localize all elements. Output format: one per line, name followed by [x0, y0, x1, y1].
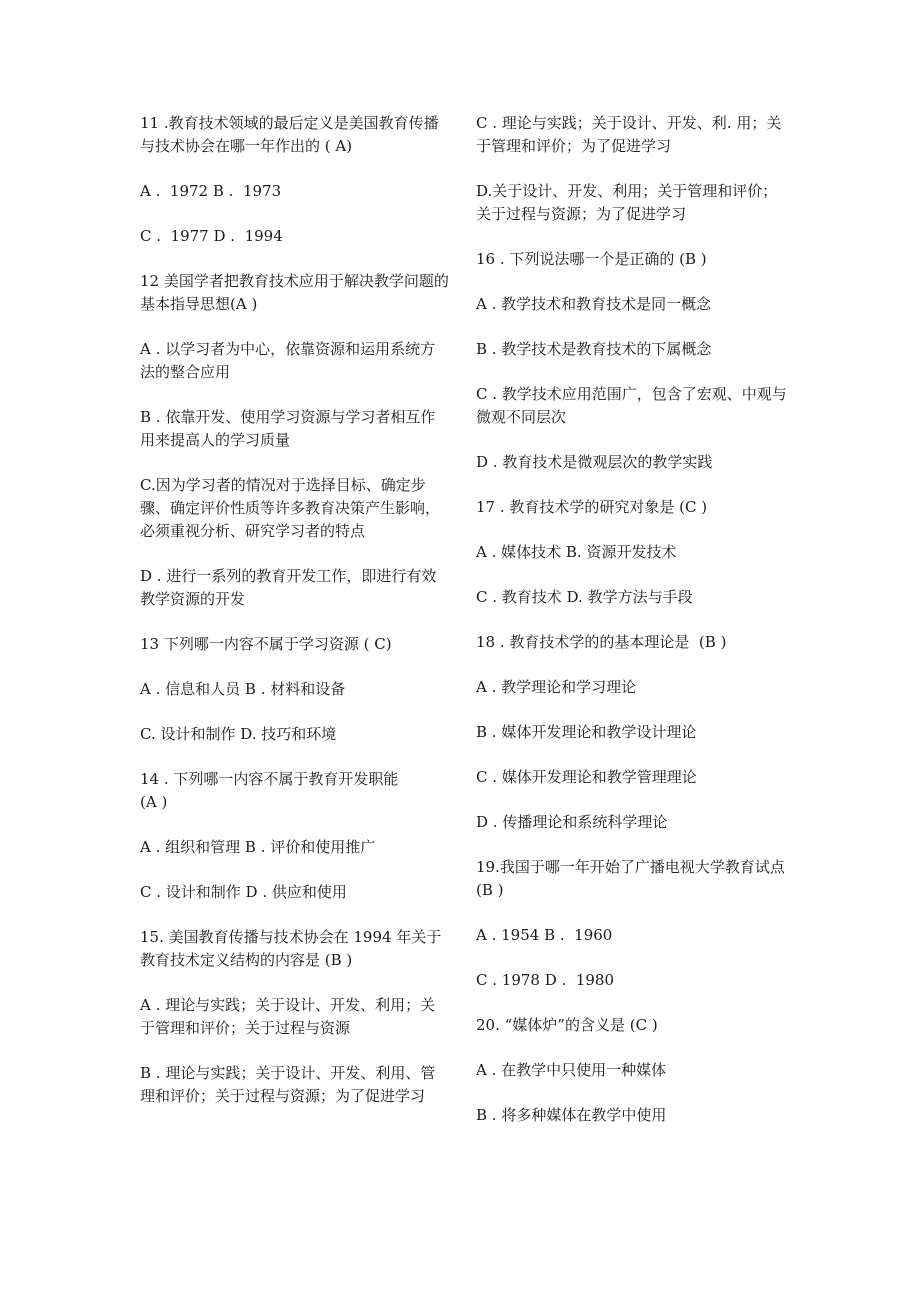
question-12-option-d: D . 进行一系列的教育开发工作，即进行有效教学资源的开发: [140, 567, 437, 608]
question-11: 11 .教育技术领域的最后定义是美国教育传播与技术协会在哪一年作出的 ( A): [140, 114, 439, 155]
question-19: 19.我国于哪一年开始了广播电视大学教育试点 (B ): [476, 858, 790, 899]
question-16-option-c: C . 教学技术应用范围广，包含了宏观、中观与微观不同层次: [476, 385, 787, 426]
question-13-options-cd: C. 设计和制作 D. 技巧和环境: [140, 725, 337, 743]
question-18-option-d: D . 传播理论和系统科学理论: [476, 813, 668, 831]
question-14-options-ab: A . 组织和管理 B . 评价和使用推广: [140, 838, 376, 856]
question-17-options-cd: C . 教育技术 D. 教学方法与手段: [476, 588, 693, 606]
question-13: 13 下列哪一内容不属于学习资源 ( C): [140, 635, 392, 653]
question-18-option-c: C . 媒体开发理论和教学管理理论: [476, 768, 697, 786]
question-12-option-c: C.因为学习者的情况对于选择目标、确定步骤、确定评价性质等许多教育决策产生影响，必须重视分析、研究学习者的特点: [140, 476, 441, 540]
question-18-option-b: B . 媒体开发理论和教学设计理论: [476, 723, 697, 741]
question-17: 17 . 教育技术学的研究对象是 (C ): [476, 498, 708, 516]
question-16-option-b: B . 教学技术是教育技术的下属概念: [476, 340, 712, 358]
question-20-option-b: B . 将多种媒体在教学中使用: [476, 1106, 667, 1124]
question-20: 20. “媒体炉”的含义是 (C ): [476, 1016, 658, 1034]
question-15-option-c: C . 理论与实践；关于设计、开发、利. 用；关于管理和评价；为了促进学习: [476, 114, 782, 155]
question-13-options-ab: A . 信息和人员 B . 材料和设备: [140, 680, 346, 698]
question-12-option-b: B . 依靠开发、使用学习资源与学习者相互作用来提高人的学习质量: [140, 408, 436, 449]
question-12-option-a: A . 以学习者为中心，依靠资源和运用系统方法的整合应用: [140, 340, 436, 381]
question-15-option-b: B . 理论与实践；关于设计、开发、利用、管理和评价；关于过程与资源；为了促进学习: [140, 1064, 436, 1105]
question-20-option-a: A . 在教学中只使用一种媒体: [476, 1061, 667, 1079]
question-16-option-d: D . 教育技术是微观层次的教学实践: [476, 453, 713, 471]
question-12: 12 美国学者把教育技术应用于解决教学问题的基本指导思想(A ): [140, 272, 449, 313]
question-15-option-a: A . 理论与实践；关于设计、开发、利用；关于管理和评价；关于过程与资源: [140, 996, 436, 1037]
question-18-option-a: A . 教学理论和学习理论: [476, 678, 637, 696]
question-16: 16 . 下列说法哪一个是正确的 (B ): [476, 250, 707, 268]
question-15: 15. 美国教育传播与技术协会在 1994 年关于教育技术定义结构的内容是 (B ): [140, 928, 442, 969]
right-column: [476, 112, 790, 1149]
question-11-options-ab: A . 1972 B . 1973: [140, 182, 282, 200]
question-19-options-ab: A . 1954 B . 1960: [476, 926, 613, 944]
question-14-options-cd: C . 设计和制作 D . 供应和使用: [140, 883, 347, 901]
left-column: [140, 112, 450, 1130]
question-17-options-ab: A . 媒体技术 B. 资源开发技术: [476, 543, 677, 561]
question-19-options-cd: C . 1978 D . 1980: [476, 971, 614, 989]
question-18: 18 . 教育技术学的的基本理论是 (B ): [476, 633, 727, 651]
question-15-option-d: D.关于设计、开发、利用；关于管理和评价；关于过程与资源；为了促进学习: [476, 182, 778, 223]
question-14: 14 . 下列哪一内容不属于教育开发职能 (A ): [140, 770, 399, 811]
question-16-option-a: A . 教学技术和教育技术是同一概念: [476, 295, 712, 313]
question-11-options-cd: C . 1977 D . 1994: [140, 227, 283, 245]
